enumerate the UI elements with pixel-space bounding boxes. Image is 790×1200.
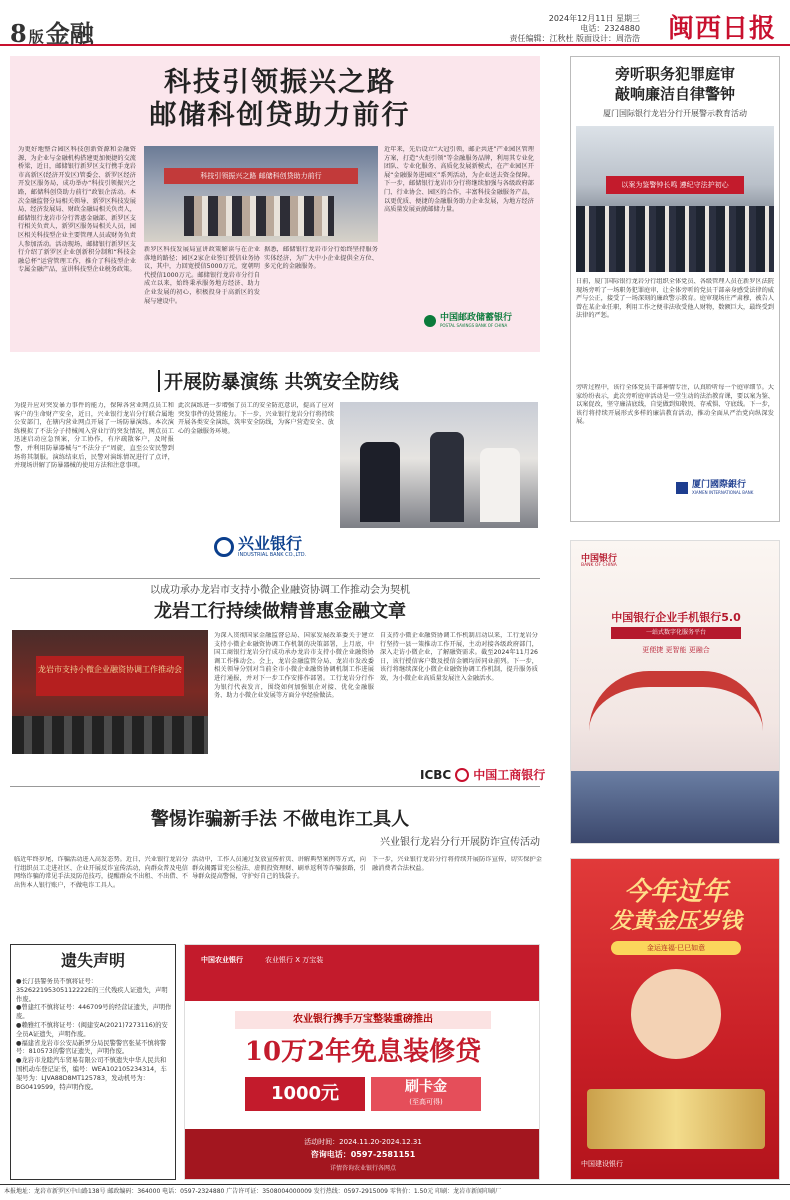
lost-notice-item: ●赖雅红不慎将证号：(闽建安A(2021)7273116)的安全员A证遗失，声明作废。: [16, 1021, 168, 1038]
page-number: 8: [10, 19, 27, 48]
xib-icon: [676, 482, 688, 494]
abc-card: [371, 1077, 481, 1111]
editors-line: 责任编辑：江秋杜 版面设计：周浩浩: [509, 34, 640, 43]
abc-ad-header: [185, 945, 540, 1001]
abc-brand: 中国农业银行: [201, 956, 243, 964]
ccb-headline-2: 发黄金压岁钱: [609, 908, 742, 934]
sidebar-title-line1: 旁听职务犯罪庭审: [614, 65, 735, 83]
article-postal-title-line1: 科技引领振兴之路: [164, 67, 396, 98]
article-fraud-subtitle: 兴业银行龙岩分行开展防诈宣传活动: [380, 837, 540, 848]
photo-staff: [480, 448, 520, 522]
abc-promo: 农业银行携手万宝整装重磅推出: [235, 1011, 491, 1029]
article-icbc-title: 龙岩工行持续做精普惠金融文章: [154, 601, 406, 622]
icbc-logo: [420, 766, 545, 783]
sidebar-photo: [576, 126, 774, 272]
page-footer: 本报地址：龙岩市新罗区中山路138号 邮政编码：364000 电话：0597-2324880 广告许可证：3508004000009 发行热线：0597-2915009 零售价：1.50元 印刷：龙岩市新闻印刷厂: [0, 1184, 790, 1200]
sidebar-col1: 日前，厦门国际银行龙岩分行组织全体党员、各级管理人员在新罗区法院现场旁听了一场职务犯罪庭审，让全体旁听的党员干部亲身感受法律的威严与公正，接受了一场深刻的廉政警示教育。庭审现场庄严肃穆，被告人曾在某企业任职，利用工作之便非法收受他人财物，数额巨大，最终受到法律的严惩。: [576, 278, 774, 320]
boc-ad: [570, 540, 780, 844]
xib-name-en: XIAMEN INTERNATIONAL BANK: [692, 490, 754, 495]
abc-card-text: 刷卡金: [405, 1079, 447, 1095]
photo-banner: 以案为鉴警钟长鸣 遵纪守法护初心: [606, 176, 744, 194]
boc-headline: 中国银行企业手机银行5.0: [611, 611, 741, 624]
article-postal-title-line2: 邮储科创贷助力前行: [149, 100, 411, 131]
ccb-headline-1: 今年过年: [623, 877, 728, 907]
photo-banner: 龙岩市支持小微企业融资协调工作推动会: [36, 656, 184, 696]
article-icbc-photo: [12, 630, 208, 754]
abc-note: 详情咨询农业银行各网点: [329, 1165, 396, 1172]
xib-logo: [676, 480, 753, 495]
article-drill-title: 开展防暴演练 共筑安全防线: [164, 371, 399, 393]
postal-bank-name: 中国邮政储蓄银行: [440, 313, 513, 323]
article-drill-col2: 此次演练进一步增强了员工的安全防范意识，提高了应对突发事件的处置能力。下一步，兴业银行龙岩分行将持续开展各类安全演练，筑牢安全防线，为客户营造安全、放心的金融服务环境。: [178, 402, 334, 435]
icbc-brand: ICBC: [420, 767, 452, 782]
ccb-badge: 金运连福·巳巳如意: [611, 941, 741, 955]
icbc-name: 中国工商银行: [473, 768, 546, 782]
icbc-icon: [455, 768, 469, 782]
abc-card-sub: (至高可得): [409, 1098, 443, 1106]
photo-banner: 科技引领振兴之路 邮储科创贷助力前行: [164, 168, 358, 184]
lost-notice-item: ●曾建红不慎将证号：446709号的经营证遗失，声明作废。: [16, 1004, 172, 1021]
lost-notice-list: [16, 978, 172, 1178]
page-section: [10, 14, 94, 49]
lost-notice-item: ●龙岩市龙睦汽车贸易有限公司不慎遗失中华人民共和国机动车登记证书，编号：WEA102105234314，车架号为：LJVA88D8MT125783，发动机号为：BG0419599，特声明作废。: [16, 1057, 167, 1091]
lost-notice-item: ●长汀县警务员不慎将证号：352622195305112222E的三代残疾人证遗失，声明作废。: [16, 978, 168, 1003]
lost-notice-item: ●福建省龙岩市公安局新罗分局民警警官张某不慎将警号：810573的警官证遗失，声明作废。: [16, 1039, 167, 1056]
ccb-ad: [570, 858, 780, 1180]
date-line: 2024年12月11日 星期三: [548, 14, 640, 23]
article-postal-col2b: 据悉，邮储银行龙岩市分行始终坚持服务实体经济，为广大中小企业提供全方位、多元化的金融服务。: [264, 246, 378, 271]
xib-name: 厦门國際銀行: [692, 480, 747, 490]
abc-period: 活动时间：2024.11.20-2024.12.31: [304, 1138, 422, 1146]
divider: [10, 578, 540, 579]
phone-line: 电话：2324880: [580, 24, 640, 33]
industrial-bank-name: 兴业银行: [238, 534, 303, 553]
article-icbc-kicker: 以成功承办龙岩市支持小微企业融资协调工作推动会为契机: [150, 585, 410, 596]
boc-brand: 中国银行: [581, 554, 618, 564]
photo-people: [184, 196, 334, 236]
sidebar-title: [570, 64, 780, 104]
abc-hotline: 咨询电话：0597-2581151: [310, 1150, 416, 1159]
article-icbc-col2: 自支持小微企业融资协调工作机制启动以来，工行龙岩分行坚持一县一策推动工作开展，主动对接各级政府部门，深入走访小微企业，了解融资需求。截至2024年11月26日，该行授信客户数及授信金额均居同业前列。下一步，该行将继续深化小微企业融资协调工作机制，提升服务质效，为小微企业高质量发展注入金融活水。: [380, 632, 538, 682]
article-postal-title: [60, 66, 500, 132]
article-fraud-col3: 下一步，兴业银行龙岩分行将持续开展防诈宣传，切实保护金融消费者合法权益。: [372, 856, 542, 872]
ccb-mascot-icon: [631, 969, 721, 1059]
photo-group: [576, 206, 774, 272]
article-icbc-col1: 为深入贯彻国家金融监督总局、国家发展改革委关于建立支持小微企业融资协调工作机制的决策部署，上月底，中国工商银行龙岩分行成功承办龙岩市支持小微企业融资协调工作推动会。会上，龙岩金融监管分局、龙岩市发改委相关领导分别对当前全市小微企业融资协调机制工作进展进行通报，并对下一步工作安排作部署。工行龙岩分行作为银行代表发言，围绕如何加强银企对接、优化金融服务、助力小微企业发展等方面分享经验做法。: [214, 632, 374, 700]
photo-audience: [12, 716, 208, 754]
postal-bank-icon: [424, 315, 436, 327]
photo-officer: [430, 432, 464, 522]
article-postal-col2: 新罗区科技发展局宣讲政策解读与在企业落地的路径；园区2家企业签订授信业务协议，其中，力回宽授信5000万元，宽朝明代授信1000万元。邮储银行龙岩市分行自成立以来，始终秉承服务地方经济、助力企业发展的初心，积极投身于高新区的发展与建设中。: [144, 246, 260, 305]
abc-big-text: 10万2年免息装修贷: [244, 1037, 482, 1067]
article-drill-photo: [340, 402, 538, 528]
abc-ad: [184, 944, 540, 1180]
boc-brand-en: BANK OF CHINA: [581, 563, 617, 568]
industrial-bank-icon: [214, 537, 234, 557]
abc-partner: 农业银行 X 万宝装: [265, 956, 324, 964]
sidebar-col2: 旁听过程中，该行全体党员干部神情专注，认真聆听每一个庭审细节。大家纷纷表示，此次旁听庭审活动是一堂生动的法治教育课，要以案为鉴、以案促改，坚守廉洁底线，自觉做到知敬畏、存戒惧、守底线。下一步，该行将持续开展形式多样的廉洁教育活动，推动全面从严治党向纵深发展。: [576, 384, 774, 426]
photo-guard: [360, 442, 400, 522]
boc-slogan: 更便捷 更智能 更融合: [642, 646, 710, 654]
lost-notice-title: 遗失声明: [60, 951, 125, 970]
postal-bank-name-en: POSTAL SAVINGS BANK OF CHINA: [440, 323, 508, 328]
boc-road: [571, 771, 780, 844]
sidebar-subtitle: 厦门国际银行龙岩分行开展警示教育活动: [603, 109, 747, 118]
article-fraud-col2: 活动中，工作人员通过发放宣传折页、讲解典型案例等方式，向群众揭露冒充公检法、虚假投资理财、刷单返利等诈骗套路，引导群众提高警惕，守护好自己的钱袋子。: [192, 856, 366, 881]
article-postal-photo: [144, 146, 378, 242]
ccb-bank: 中国建设银行: [581, 1160, 623, 1168]
article-postal-col1: 为更好地整合园区科技创新资源和金融资源，为企业与金融机构搭建更加便捷的交流桥梁，近日，邮储银行新罗区支行携手龙岩市高新区(经济开发区)管委会、新罗区经济开发区服务局，成功举办“科技引领振兴之路，邮储科创贷助力前行”政银企活动。本次金融监督分局相关领导、新罗区科技发展局、经济发展局、财政金融局相关负责人，邮储银行龙岩市分行普惠金融部、新罗区支行相关负责人，新罗区服务局相关人员，园区相关科技型企业主要管理人员或财务负责人参加活动。活动现场，邮储银行新罗区支行介绍了新罗区企业创新积分制和“科技金融总杯”运营管理工作，推介了科技型企业专属金融产品，宣讲科技型企业税务政策。: [18, 146, 136, 274]
postal-bank-logo: [424, 314, 512, 328]
sidebar-title-line2: 敲响廉洁自律警钟: [614, 85, 735, 103]
boc-tagline: 一站式数字化服务平台: [611, 627, 741, 639]
industrial-bank-name-en: INDUSTRIAL BANK CO.,LTD.: [238, 552, 307, 558]
article-fraud-col1: 临近年终岁尾，诈骗活动进入高发态势。近日，兴业银行龙岩分行组织员工走进社区、企业开展反诈宣传活动，向群众普及电信网络诈骗的常见手法及防范技巧，提醒群众不出租、不出借、不出售本人银行账户，不做电诈工具人。: [14, 856, 188, 889]
abc-amount: 1000元: [245, 1077, 365, 1111]
divider: [10, 786, 540, 787]
header-meta: [509, 14, 640, 44]
section-name: 金融: [45, 19, 94, 48]
masthead-logo: 闽西日报: [667, 14, 776, 44]
article-postal-col3: 近年来，先后设立“大冠引领，邮企共进”产业园区管理方案，打造“火炬引领”等金融服务品牌，利用其专业化团队、专业化服务、高质化发展新模式，在产业园区开展“金融服务进园区”系列活动，为企业送去资金保障。下一步，邮储银行龙岩市分行将继续加强与各级政府部门、行业协会、园区的合作，丰富科技金融服务产品，以更优质、便捷的金融服务助力企业发展，为地方经济高质量发展贡献邮储力量。: [384, 146, 534, 214]
page-unit: 版: [28, 28, 44, 46]
article-fraud-title: 警惕诈骗新手法 不做电诈工具人: [150, 809, 410, 830]
article-drill-col1: 为提升应对突发暴力事件的能力，保障各营业网点员工和客户的生命财产安全，近日，兴业银行龙岩分行联合属地公安部门，在辖内营业网点开展了一场防暴演练。本次演练模拟了不法分子持械闯入营业厅的突发情况，网点员工迅速启动应急预案，分工协作，有序疏散客户，及时报警，并利用防暴器械与“不法分子”周旋，直至公安民警到场将其制服。演练结束后，民警对演练情况进行了点评，并现场讲解了防暴器械的使用方法和注意事项。: [14, 402, 174, 470]
industrial-bank-logo: [214, 536, 306, 558]
ccb-gold-bar-icon: [587, 1089, 765, 1149]
title-marker: [158, 370, 160, 392]
